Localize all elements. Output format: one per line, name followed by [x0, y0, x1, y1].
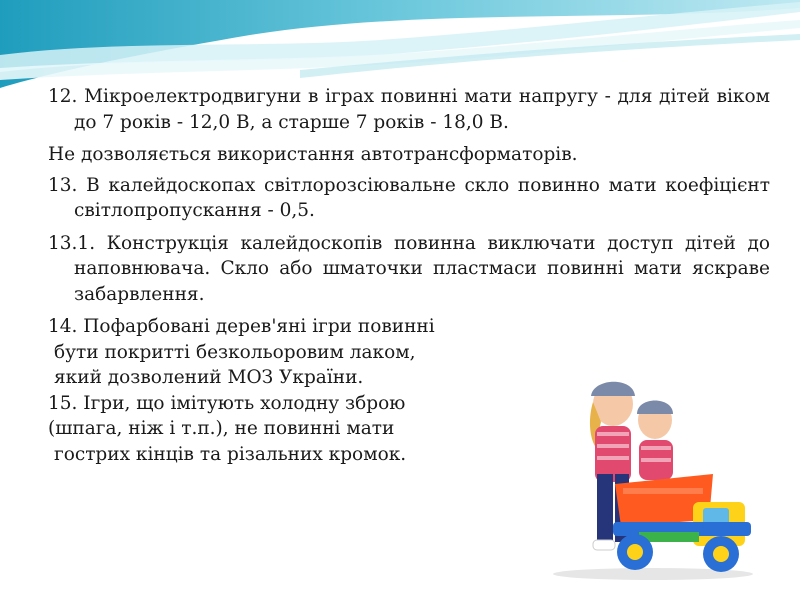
rule-13-paragraph: 13. В калейдоскопах світлорозсіювальне скло повинно мати коефіцієнт світлопропускання - 0,5. — [48, 174, 770, 221]
rule-15-line-2: (шпага, ніж і т.п.), не повинні мати — [48, 418, 395, 439]
rule-14-line-3: який дозволений МОЗ України. — [54, 367, 364, 388]
children-with-toy-truck-photo — [543, 362, 763, 582]
rule-15-line-3: гострих кінців та різальних кромок. — [54, 443, 407, 465]
rule-12-note-paragraph: Не дозволяється використання автотрансформаторів. — [48, 144, 578, 165]
rule-13-1-paragraph: 13.1. Конструкція калейдоскопів повинна виключати доступ дітей до наповнювача. Скло або шматочки пластмаси повинні мати яскраве забарвлення. — [48, 232, 770, 305]
rules-14-15-block — [48, 314, 548, 467]
rule-12-paragraph: 12. Мікроелектродвигуни в іграх повинні мати напругу - для дітей віком до 7 років - 12,0 В, а старше 7 років - 18,0 В. — [48, 86, 770, 133]
rule-15-line-1: 15. Ігри, що імітують холодну зброю — [48, 392, 406, 414]
rule-14-line-1: 14. Пофарбовані дерев'яні ігри повинні — [48, 316, 435, 337]
rule-14-line-2: бути покритті безкольоровим лаком, — [54, 341, 416, 363]
decorative-wave-header — [0, 0, 800, 95]
